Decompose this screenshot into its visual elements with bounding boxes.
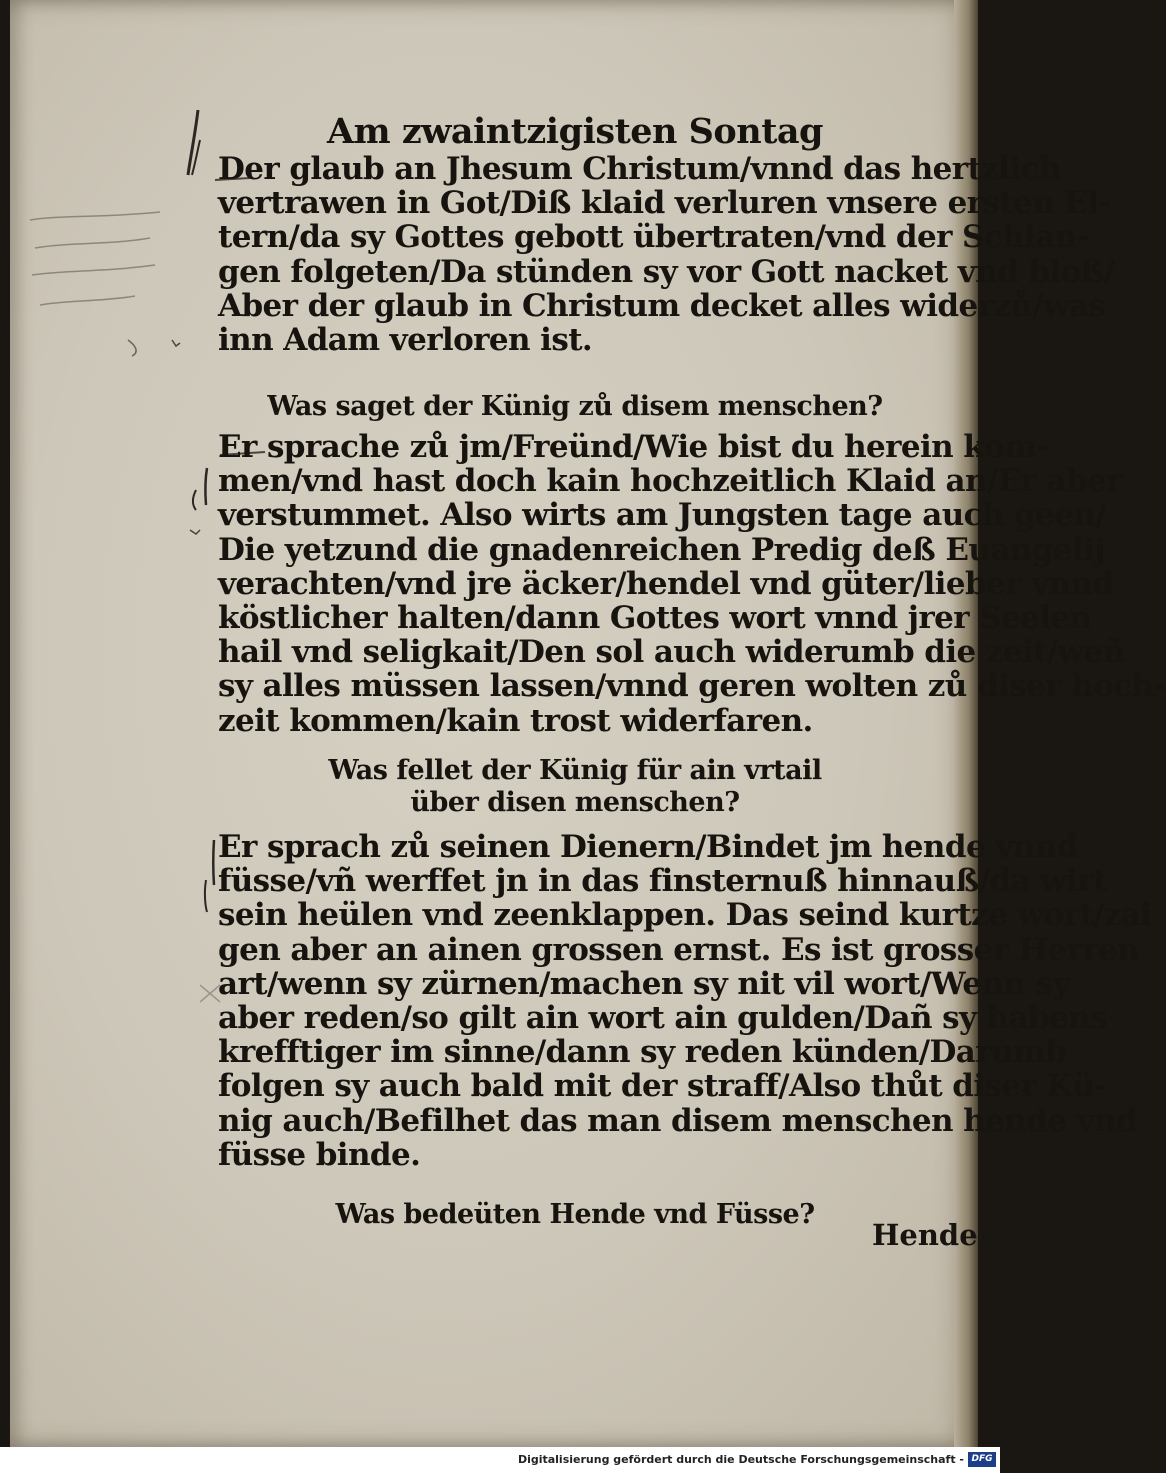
text-line: Aber der glaub in Christum decket alles widerzů/was: [218, 287, 1106, 324]
text-line: sein heülen vnd zeenklappen. Das seind kurtze wort/zai: [218, 897, 1152, 934]
text-line: gen aber an ainen grossen ernst. Es ist grosser Herren: [218, 931, 1140, 968]
paragraph-1: [218, 151, 1115, 358]
section-heading: Was bedeüten Hende vnd Füsse?: [335, 1199, 815, 1230]
page-title: Am zwaintzigisten Sontag: [326, 111, 824, 152]
text-line: art/wenn sy zürnen/machen sy nit vil wort/Wenn sy: [218, 965, 1070, 1002]
text-line: füsse binde.: [218, 1136, 421, 1173]
text-line: verachten/vnd jre äcker/hendel vnd güter/lieber vnnd: [218, 565, 1114, 602]
text-line: folgen sy auch bald mit der straff/Also thůt diser Kü-: [218, 1068, 1107, 1105]
dfg-logo-icon: DFG: [968, 1452, 996, 1467]
text-line: vertrawen in Got/Diß klaid verluren vnsere ersten El-: [218, 185, 1111, 222]
book-page: [10, 0, 1166, 1447]
text-line: Der glaub an Jhesum Christum/vnnd das hertzlich: [218, 151, 1061, 187]
text-line: köstlicher halten/dann Gottes wort vnnd jrer Seelen: [218, 599, 1092, 636]
text-line: gen folgeten/Da stünden sy vor Gott nacket vnd bloß/: [218, 253, 1115, 290]
section-heading: Was fellet der Künig für ain vrtail: [328, 755, 822, 786]
text-line: tern/da sy Gottes gebott übertraten/vnd der Schlan-: [218, 219, 1089, 256]
text-line: inn Adam verloren ist.: [218, 321, 593, 358]
section-heading: über disen menschen?: [410, 787, 740, 818]
text-line: krefftiger im sinne/dann sy reden künden/Darumb: [218, 1034, 1067, 1071]
section-heading: Was saget der Künig zů disem menschen?: [267, 391, 883, 422]
text-line: zeit kommen/kain trost widerfaren.: [218, 702, 813, 739]
text-line: verstummet. Also wirts am Jungsten tage auch geen/: [218, 497, 1107, 534]
footer-credit: Digitalisierung gefördert durch die Deutsche Forschungsgemeinschaft -: [517, 1453, 964, 1466]
paragraph-2: [218, 429, 1166, 739]
text-line: men/vnd hast doch kain hochzeitlich Klaid an/Er aber: [218, 463, 1123, 500]
text-line: Die yetzund die gnadenreichen Predig deß Euangelij: [218, 531, 1105, 568]
text-line: aber reden/so gilt ain wort ain gulden/Dañ sy habens: [218, 999, 1108, 1036]
text-line: Er sprache zů jm/Freünd/Wie bist du herein kom-: [218, 429, 1049, 465]
text-line: nig auch/Befilhet das man disem menschen hende vnd: [218, 1102, 1137, 1139]
footer-bar: [0, 1447, 1000, 1473]
paragraph-3: [218, 829, 1152, 1173]
margin-annotations: [10, 0, 240, 1100]
text-line: Er sprach zů seinen Dienern/Bindet jm hende vnnd: [218, 829, 1078, 865]
text-line: hail vnd seligkait/Den sol auch widerumb die zeit/weñ: [218, 634, 1125, 671]
catchword: Hende: [872, 1218, 978, 1252]
text-line: sy alles müssen lassen/vnnd geren wolten zů diser hoch-: [218, 668, 1166, 705]
text-line: füsse/vñ werffet jn in das finsternuß hinnauß/da wirt: [218, 863, 1107, 900]
